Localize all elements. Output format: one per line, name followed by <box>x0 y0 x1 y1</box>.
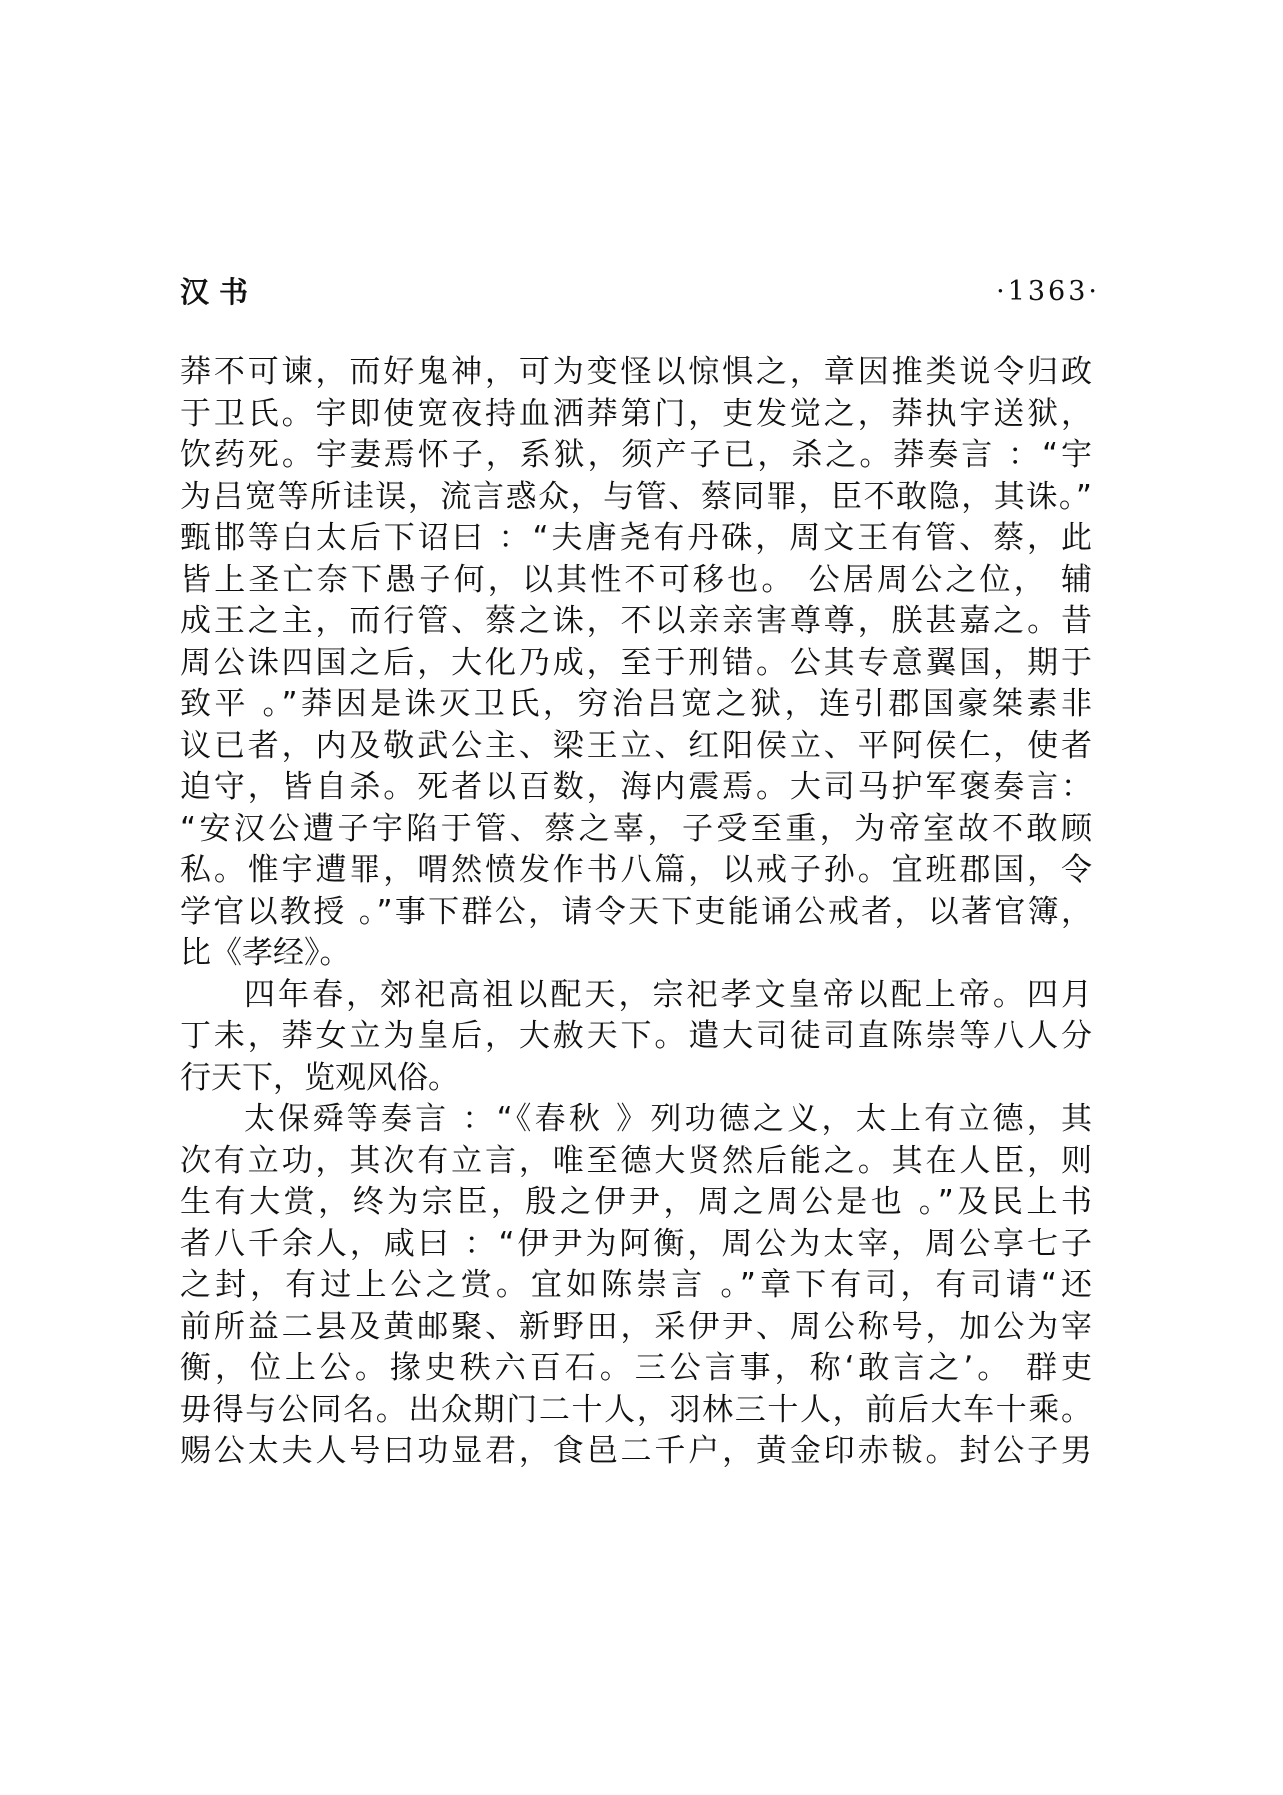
text-line: 学官以教授 。”事下群公，请令天下吏能诵公戒者，以著官簿， <box>180 893 1092 930</box>
text-line: 周公诛四国之后，大化乃成，至于刑错。公其专意翼国，期于 <box>180 644 1092 681</box>
paragraph-start-line: 四年春，郊祀高祖以配天，宗祀孝文皇帝以配上帝。四月 <box>244 976 1092 1013</box>
text-line: 皆上圣亡奈下愚子何，以其性不可移也。 公居周公之位， 辅 <box>180 561 1092 598</box>
page-number: ·1363· <box>996 276 1100 307</box>
text-line: 私。惟宇遭罪，喟然愤发作书八篇，以戒子孙。宜班郡国，令 <box>180 852 1092 888</box>
text-line: 饮药死。宇妻焉怀子，系狱，须产子已，杀之。莽奏言 ：“宇 <box>180 437 1092 473</box>
text-line: 莽不可谏，而好鬼神，可为变怪以惊惧之，章因推类说令归政 <box>180 354 1092 390</box>
text-line: 生有大赏，终为宗臣，殷之伊尹，周之周公是也 。”及民上书 <box>180 1184 1092 1220</box>
text-line: 致平 。”莽因是诛灭卫氏，穷治吕宽之狱，连引郡国豪桀素非 <box>180 686 1092 722</box>
text-line: “安汉公遭子宇陷于管、蔡之辜，子受至重，为帝室故不敢顾 <box>180 810 1092 847</box>
text-line: 前所益二县及黄邮聚、新野田，采伊尹、周公称号，加公为宰 <box>180 1308 1092 1345</box>
text-line: 毋得与公同名。出众期门二十人，羽林三十人，前后大车十乘。 <box>180 1391 1092 1428</box>
text-line: 甄邯等白太后下诏曰 ：“夫唐尧有丹硃，周文王有管、蔡，此 <box>180 520 1092 556</box>
text-line: 迫守，皆自杀。死者以百数，海内震焉。大司马护军褒奏言： <box>180 769 1092 805</box>
book-title: 汉书 <box>180 275 259 309</box>
text-line: 行天下，览观风俗。 <box>180 1059 459 1096</box>
paragraph-start-line: 太保舜等奏言 ：“《春秋 》列功德之义，太上有立德，其 <box>244 1101 1092 1137</box>
body-text <box>180 352 1092 1473</box>
text-line: 次有立功，其次有立言，唯至德大贤然后能之。其在人臣，则 <box>180 1142 1092 1179</box>
text-line: 之封，有过上公之赏。宜如陈崇言 。”章下有司，有司请“还 <box>180 1267 1092 1303</box>
text-line: 成王之主，而行管、蔡之诛，不以亲亲害尊尊，朕甚嘉之。昔 <box>180 603 1092 639</box>
text-line: 丁未，莽女立为皇后，大赦天下。遣大司徒司直陈崇等八人分 <box>180 1018 1092 1054</box>
text-line: 赐公太夫人号曰功显君，食邑二千户，黄金印赤韨。封公子男 <box>180 1433 1092 1469</box>
text-line: 议已者，内及敬武公主、梁王立、红阳侯立、平阿侯仁，使者 <box>180 727 1092 764</box>
page-header <box>180 272 1100 322</box>
text-line: 者八千余人，咸曰 ：“伊尹为阿衡，周公为太宰，周公享七子 <box>180 1225 1092 1262</box>
text-line: 于卫氏。宇即使宽夜持血洒莽第门，吏发觉之，莽执宇送狱， <box>180 395 1092 432</box>
text-line: 衡，位上公。掾史秩六百石。三公言事，称‘敢言之’。 群吏 <box>180 1350 1092 1386</box>
text-line: 为吕宽等所诖误，流言惑众，与管、蔡同罪，臣不敢隐，其诛。” <box>180 478 1092 515</box>
text-line: 比《孝经》。 <box>180 935 351 971</box>
